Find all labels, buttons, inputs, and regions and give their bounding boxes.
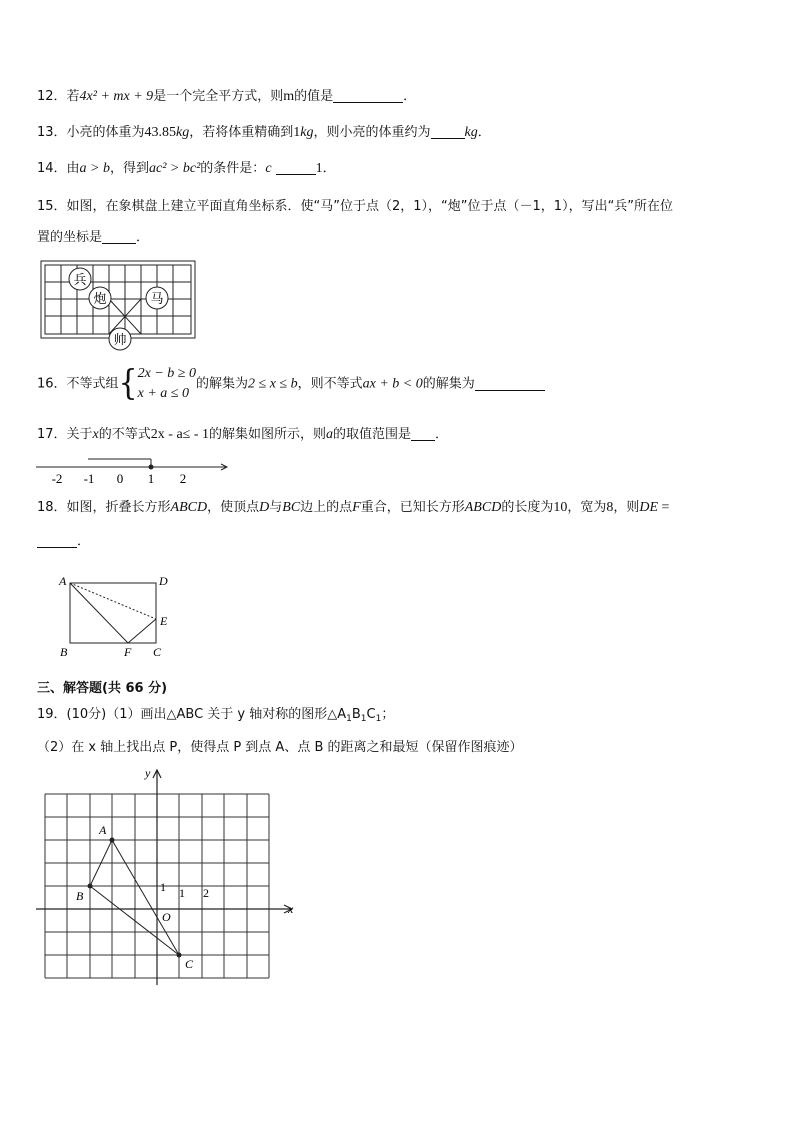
chessboard-figure: [38, 258, 198, 354]
label-D: D: [159, 574, 168, 588]
q18-text-c: 与: [269, 500, 283, 515]
q16-ineq: ax + b < 0: [362, 376, 423, 392]
q18-len: 10: [553, 500, 568, 515]
q13-unit-3: kg: [464, 125, 478, 140]
q19-c: C: [366, 707, 376, 722]
q19-b: B: [351, 707, 361, 722]
q17-ineq: 2x - a≤ - 1: [150, 427, 210, 442]
point-B: [88, 884, 93, 889]
q19-sub1: 1: [346, 714, 352, 724]
label-B: B: [76, 889, 84, 903]
q19-sub2: 1: [360, 714, 367, 724]
label-C: C: [185, 957, 194, 971]
label-y: y: [145, 766, 151, 780]
q16-sol: 2 ≤ x ≤ b: [248, 376, 298, 392]
q12-expression: 4x² + mx + 9: [79, 89, 154, 104]
q18-answer-blank[interactable]: [37, 533, 77, 548]
q17-mid: 的不等式: [98, 427, 151, 442]
label-one-x: 1: [179, 886, 185, 900]
q12-answer-blank[interactable]: [333, 88, 403, 103]
q12-text: 是一个完全平方式，则: [153, 89, 284, 104]
point-A: [110, 838, 115, 843]
tick-2: 2: [179, 471, 187, 486]
q19-sub3: 1: [375, 714, 382, 724]
q18-end: ．: [77, 534, 91, 549]
q13-mid: ，若将体重精确到: [189, 125, 294, 140]
piece-bing: [69, 268, 91, 290]
q16-number: 16．不等式组: [37, 376, 119, 392]
q16-brace: {: [118, 363, 138, 404]
q18-rect-2: ABCD: [464, 500, 502, 515]
rectangle-fold-figure: [56, 570, 186, 662]
label-one-y: 1: [160, 880, 166, 894]
tick-0: 0: [116, 471, 124, 486]
question-17: [37, 426, 448, 444]
question-15-line2: [37, 229, 149, 247]
q15-line2-text: 置的坐标是: [37, 230, 103, 245]
piece-bing-label: 兵: [73, 272, 87, 287]
piece-shuai: [109, 328, 131, 350]
q16-mid: 的解集为: [196, 376, 249, 392]
question-13: [37, 124, 491, 142]
q18-F: F: [352, 500, 361, 515]
label-two-x: 2: [203, 886, 209, 900]
q17-var: x: [92, 427, 99, 442]
q18-rect: ABCD: [170, 500, 208, 515]
q16-eq2: x + a ≤ 0: [137, 386, 189, 401]
label-A: A: [99, 823, 107, 837]
q12-number: 12．若: [37, 89, 80, 104]
question-12: [37, 88, 416, 106]
q15-end: ．: [136, 230, 150, 245]
q18-wid: 8: [606, 500, 614, 515]
label-x: x: [288, 902, 294, 916]
q15-answer-blank[interactable]: [102, 229, 136, 244]
q14-end: ．: [322, 161, 336, 176]
q18-text-b: ，使顶点: [207, 500, 260, 515]
question-19-line2: （2）在 x 轴上找出点 P，使得点 P 到点 A、点 B 的距离之和最短（保留作图痕迹）: [37, 740, 523, 755]
q14-mid: ，得到: [110, 161, 150, 176]
q17-tail2: 的取值范围是: [333, 427, 412, 442]
solid-point: [149, 465, 154, 470]
q17-var2: a: [326, 427, 334, 442]
q16-mid2: ，则不等式: [297, 376, 363, 392]
q14-number: 14．由: [37, 161, 80, 176]
q16-tail: 的解集为: [422, 376, 475, 392]
tick-neg2: -2: [51, 471, 63, 486]
question-18-line1: [37, 499, 669, 517]
q14-given: a > b: [79, 161, 110, 176]
piece-ma: [146, 287, 168, 309]
q13-text: 13．小亮的体重为: [37, 125, 145, 140]
q18-text-g: ，宽为: [567, 500, 607, 515]
label-F: F: [124, 645, 132, 659]
q13-weight: 43.85: [144, 125, 177, 140]
q14-answer-blank[interactable]: [276, 160, 316, 175]
question-14: [37, 160, 336, 178]
q13-mid2: ，则小亮的体重约为: [313, 125, 431, 140]
q12-var: m: [283, 89, 295, 104]
q16-system: [138, 364, 196, 404]
question-16: [37, 364, 545, 404]
q18-DE: DE: [639, 500, 659, 515]
q12-tail: 的值是: [294, 89, 334, 104]
q18-text-f: 的长度为: [501, 500, 554, 515]
q18-text-d: 边上的点: [300, 500, 353, 515]
piece-pao: [89, 287, 111, 309]
q13-answer-blank[interactable]: [431, 124, 465, 139]
label-O: O: [162, 910, 171, 924]
q16-eq1: 2x − b ≥ 0: [137, 366, 196, 381]
q17-tail: 的解集如图所示，则: [209, 427, 327, 442]
number-line-figure: [36, 452, 236, 486]
tick-neg1: -1: [83, 471, 95, 486]
q13-precision: 1: [293, 125, 301, 140]
question-19-line1: [37, 706, 394, 724]
piece-shuai-label: 帅: [113, 332, 127, 347]
piece-ma-label: 马: [150, 291, 164, 306]
q17-end: ．: [435, 427, 449, 442]
label-A: A: [59, 574, 67, 588]
q18-text-h: ，则: [613, 500, 640, 515]
q18-eq: =: [658, 500, 670, 515]
q14-value: 1: [315, 161, 323, 176]
question-18-line2: [37, 533, 90, 551]
q13-unit: kg: [176, 125, 190, 140]
label-C: C: [153, 645, 162, 659]
q14-result: ac² > bc²: [149, 161, 201, 176]
q17-number: 17．关于: [37, 427, 93, 442]
q18-BC: BC: [282, 500, 301, 515]
question-15-line1: 15．如图，在象棋盘上建立平面直角坐标系．使“马”位于点（2，1），“炮”位于点（－1，1），写出“兵”所在位: [37, 199, 674, 214]
q18-text-a: 18．如图，折叠长方形: [37, 500, 171, 515]
q18-text-e: 重合，已知长方形: [360, 500, 465, 515]
q19-end1: ；: [381, 707, 395, 722]
q16-answer-blank[interactable]: [475, 376, 545, 391]
coordinate-grid-figure: [36, 764, 306, 990]
label-E: E: [160, 614, 168, 628]
q18-D: D: [259, 500, 270, 515]
q13-end: ．: [477, 125, 491, 140]
section-title: 三、解答题(共 66 分): [37, 681, 168, 696]
label-B: B: [60, 645, 68, 659]
tick-1: 1: [147, 471, 155, 486]
point-C: [177, 953, 182, 958]
q14-var: c: [265, 161, 272, 176]
q14-tail: 的条件是：: [200, 161, 266, 176]
q13-unit-2: kg: [300, 125, 314, 140]
q12-end: ．: [403, 89, 417, 104]
piece-pao-label: 炮: [93, 291, 107, 306]
q17-answer-blank[interactable]: [411, 426, 435, 441]
q19-text: 19．(10分)（1）画出△ABC 关于 y 轴对称的图形△A: [37, 707, 347, 722]
